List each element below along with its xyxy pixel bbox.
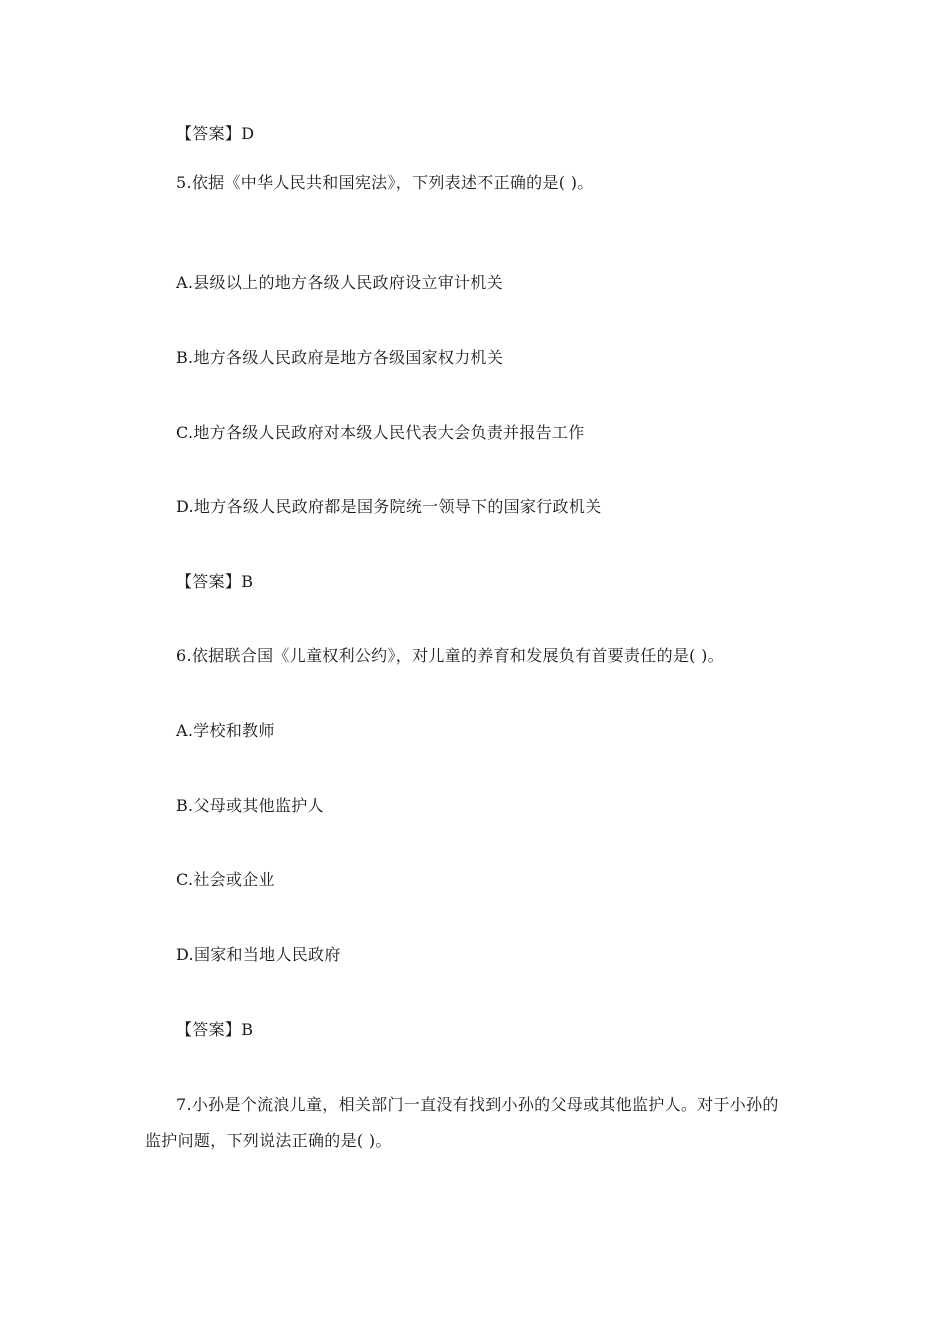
question-6-option-d: D.国家和当地人民政府 xyxy=(176,945,341,964)
question-5-option-d: D.地方各级人民政府都是国务院统一领导下的国家行政机关 xyxy=(176,497,602,516)
question-6-option-b: B.父母或其他监护人 xyxy=(176,796,324,815)
question-5-option-b: B.地方各级人民政府是地方各级国家权力机关 xyxy=(176,348,504,367)
answer-label: 【答案】D xyxy=(176,124,255,143)
question-5-option-c: C.地方各级人民政府对本级人民代表大会负责并报告工作 xyxy=(176,423,585,442)
question-7-stem-line-1: 7.小孙是个流浪儿童，相关部门一直没有找到小孙的父母或其他监护人。对于小孙的 xyxy=(176,1095,779,1114)
question-6-option-a: A.学校和教师 xyxy=(176,721,275,740)
question-6-option-c: C.社会或企业 xyxy=(176,870,275,889)
question-6-answer: 【答案】B xyxy=(176,1020,254,1039)
question-5-option-a: A.县级以上的地方各级人民政府设立审计机关 xyxy=(176,273,503,292)
question-5-stem: 5.依据《中华人民共和国宪法》，下列表述不正确的是( )。 xyxy=(176,173,594,192)
question-5-answer: 【答案】B xyxy=(176,572,254,591)
question-6-stem: 6.依据联合国《儿童权利公约》，对儿童的养育和发展负有首要责任的是( )。 xyxy=(176,646,724,665)
question-7-stem-line-2: 监护问题，下列说法正确的是( )。 xyxy=(145,1131,392,1150)
